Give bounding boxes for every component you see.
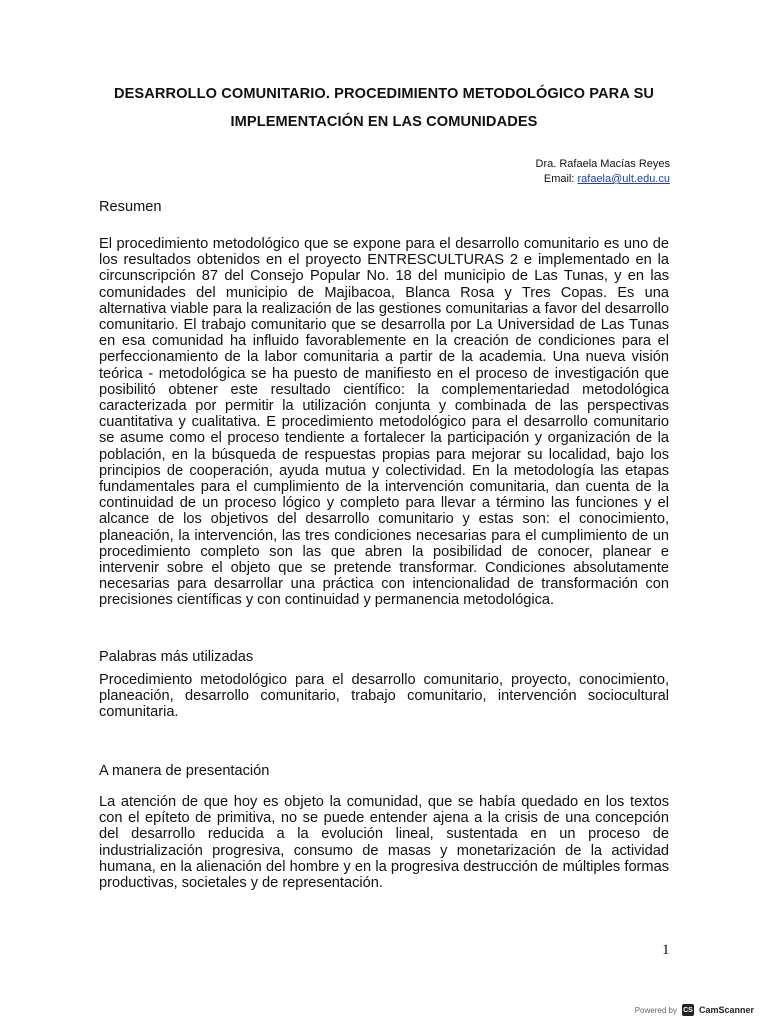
camscanner-name: CamScanner bbox=[698, 1005, 754, 1015]
section-heading-presentacion: A manera de presentación bbox=[99, 763, 270, 779]
title-line-2: IMPLEMENTACIÓN EN LAS COMUNIDADES bbox=[230, 114, 538, 130]
author-name: Dra. Rafaela Macías Reyes bbox=[535, 158, 670, 170]
document-title bbox=[60, 80, 708, 136]
title-line-1: DESARROLLO COMUNITARIO. PROCEDIMIENTO METODOLÓGICO PARA SU bbox=[113, 86, 655, 102]
section-body-resumen: El procedimiento metodológico que se expone para el desarrollo comunitario es uno de los resultados obtenidos en el proyecto ENTRESCULTURAS 2 e implementado en la circunscripción 87 del Consejo Popular No. 18 del municipio de Las Tunas, y en las comunidades del municipio de Majibacoa, Blanca Rosa y Tres Copas. Es una alternativa viable para la realización de las gestiones comunitarias a favor del desarrollo comunitario. El trabajo comunitario que se desarrolla por La Universidad de Las Tunas en esa comunidad ha influido favorablemente en la creación de condiciones para el perfeccionamiento de la labor comunitaria a partir de la academia. Una nueva visión teórica - metodológica se ha puesto de manifiesto en el proceso de investigación que posibilitó obtener este resultado científico: la complementariedad metodológica caracterizada por permitir la utilización conjunta y combinada de las perspectivas cuantitativa y cualitativa. E procedimiento metodológico para el desarrollo comunitario se asume como el proceso tendiente a fortalecer la participación y organización de la población, en la búsqueda de respuestas propias para mejorar su localidad, bajo los principios de cooperación, ayuda mutua y colectividad. En la metodología las etapas fundamentales para el cumplimiento de la intervención comunitaria, dan cuenta de la continuidad de un proceso lógico y completo para llevar a término las funciones y el alcance de los objetivos del desarrollo comunitario y estas son: el conocimiento, planeación, la intervención, las tres condiciones necesarias para el cumplimiento de un procedimiento completo son las que abren la posibilidad de conocer, planear e intervenir sobre el objeto que se pretende transformar. Condiciones absolutamente necesarias para desarrollar una práctica con intencionalidad de transformación con precisiones científicas y con continuidad y permanencia metodológica. bbox=[99, 236, 669, 609]
author-block bbox=[536, 157, 671, 187]
section-heading-resumen: Resumen bbox=[99, 199, 162, 215]
author-email-line bbox=[536, 172, 671, 187]
powered-by-text: Powered by bbox=[634, 1005, 677, 1015]
scanner-watermark bbox=[635, 1004, 754, 1016]
section-heading-palabras: Palabras más utilizadas bbox=[99, 649, 254, 665]
section-body-palabras: Procedimiento metodológico para el desarrollo comunitario, proyecto, conocimiento, planeación, desarrollo comunitario, trabajo comunitario, intervención sociocultural comunitaria. bbox=[99, 672, 669, 721]
email-label: Email: bbox=[543, 173, 578, 185]
page-number: 1 bbox=[662, 942, 670, 958]
email-link[interactable]: rafaela@ult.edu.cu bbox=[577, 173, 670, 185]
section-body-presentacion: La atención de que hoy es objeto la comunidad, que se había quedado en los textos con el epíteto de primitiva, no se puede entender ajena a la crisis de una concepción del desarrollo reducida a la evolución lineal, sustentada en un proceso de industrialización progresiva, consumo de masas y monetarización de la actividad humana, en la alienación del hombre y en la progresiva destrucción de múltiples formas productivas, societales y de representación. bbox=[99, 794, 669, 892]
camscanner-logo-icon: CS bbox=[682, 1004, 694, 1016]
